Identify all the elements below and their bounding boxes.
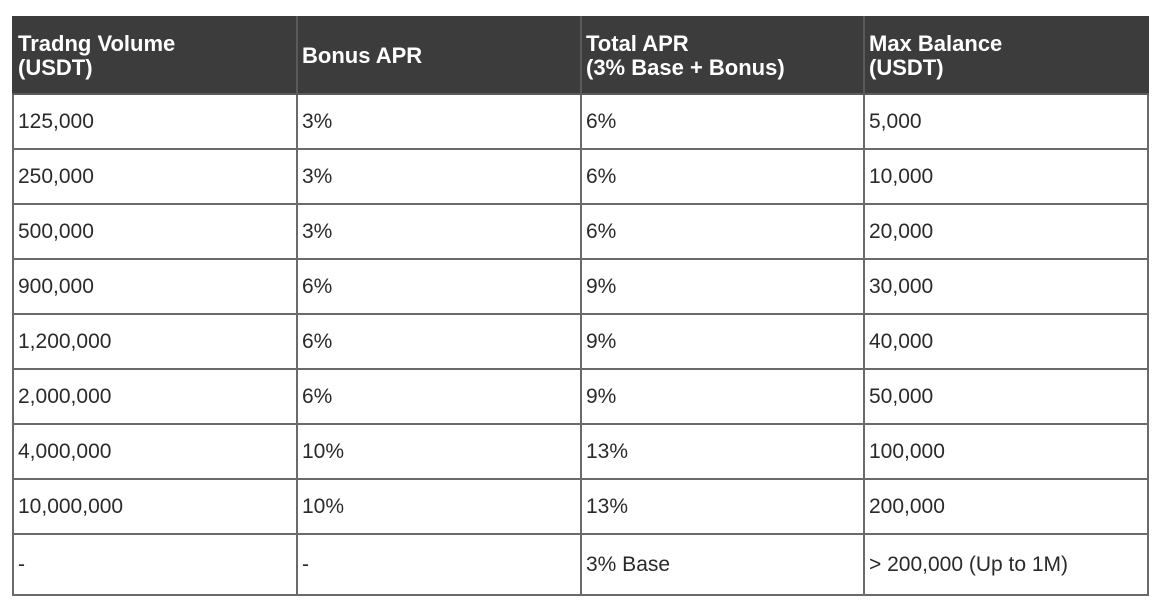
- table-row: [13, 204, 1148, 259]
- table-row: [13, 259, 1148, 314]
- cell-total-apr: 13%: [581, 479, 864, 534]
- header-line: Total APR: [586, 30, 689, 56]
- cell-bonus-apr: 3%: [297, 149, 581, 204]
- table-row: [13, 314, 1148, 369]
- cell-max-balance: 20,000: [864, 204, 1148, 259]
- header-line: (USDT): [869, 54, 944, 80]
- cell-bonus-apr: 6%: [297, 369, 581, 424]
- cell-max-balance: 30,000: [864, 259, 1148, 314]
- header-line: Tradng Volume: [18, 30, 176, 56]
- header-max-balance: [864, 17, 1148, 94]
- table-row: [13, 94, 1148, 149]
- cell-bonus-apr: 3%: [297, 94, 581, 149]
- cell-max-balance: 200,000: [864, 479, 1148, 534]
- table-row: [13, 424, 1148, 479]
- cell-max-balance: 40,000: [864, 314, 1148, 369]
- header-line: Bonus APR: [302, 42, 423, 68]
- cell-trading-volume: 2,000,000: [13, 369, 297, 424]
- cell-bonus-apr: -: [297, 534, 581, 595]
- cell-trading-volume: 10,000,000: [13, 479, 297, 534]
- cell-total-apr: 6%: [581, 94, 864, 149]
- cell-total-apr: 3% Base: [581, 534, 864, 595]
- cell-bonus-apr: 6%: [297, 314, 581, 369]
- table-row: [13, 369, 1148, 424]
- cell-trading-volume: 1,200,000: [13, 314, 297, 369]
- cell-max-balance: 100,000: [864, 424, 1148, 479]
- cell-max-balance: 5,000: [864, 94, 1148, 149]
- cell-trading-volume: 900,000: [13, 259, 297, 314]
- header-total-apr: [581, 17, 864, 94]
- cell-trading-volume: 4,000,000: [13, 424, 297, 479]
- cell-total-apr: 9%: [581, 369, 864, 424]
- cell-trading-volume: 500,000: [13, 204, 297, 259]
- cell-total-apr: 9%: [581, 314, 864, 369]
- cell-bonus-apr: 6%: [297, 259, 581, 314]
- cell-bonus-apr: 10%: [297, 424, 581, 479]
- header-row: [13, 17, 1148, 94]
- cell-total-apr: 6%: [581, 204, 864, 259]
- cell-trading-volume: 250,000: [13, 149, 297, 204]
- header-line: (3% Base + Bonus): [586, 54, 785, 80]
- header-bonus-apr: [297, 17, 581, 94]
- cell-trading-volume: 125,000: [13, 94, 297, 149]
- table-row: [13, 149, 1148, 204]
- cell-max-balance: 10,000: [864, 149, 1148, 204]
- apr-tier-table: [12, 16, 1149, 596]
- cell-max-balance: > 200,000 (Up to 1M): [864, 534, 1148, 595]
- cell-bonus-apr: 3%: [297, 204, 581, 259]
- header-line: Max Balance: [869, 30, 1003, 56]
- cell-bonus-apr: 10%: [297, 479, 581, 534]
- table-row: [13, 479, 1148, 534]
- cell-total-apr: 6%: [581, 149, 864, 204]
- header-trading-volume: [13, 17, 297, 94]
- cell-trading-volume: -: [13, 534, 297, 595]
- header-line: (USDT): [18, 54, 93, 80]
- cell-max-balance: 50,000: [864, 369, 1148, 424]
- cell-total-apr: 9%: [581, 259, 864, 314]
- table-row: [13, 534, 1148, 595]
- cell-total-apr: 13%: [581, 424, 864, 479]
